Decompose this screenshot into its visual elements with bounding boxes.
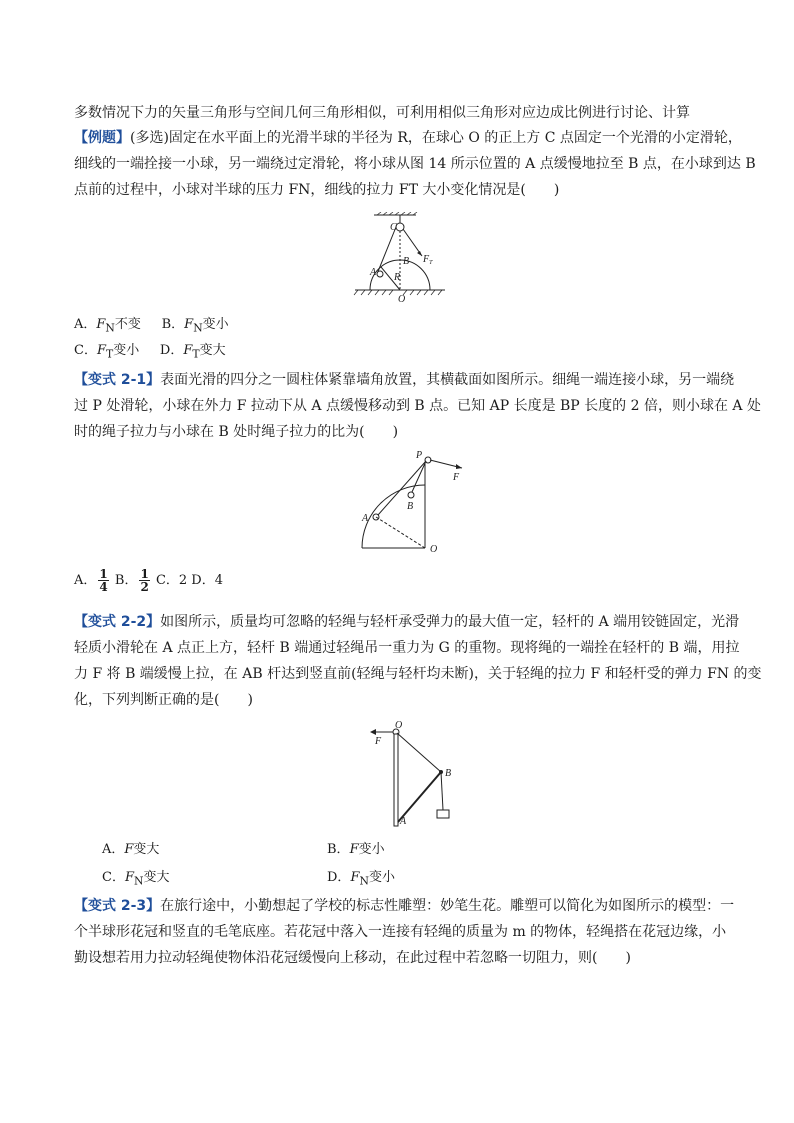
- example-tag: 【例题】: [74, 130, 130, 146]
- option-force: F: [184, 317, 194, 332]
- option-force: F: [124, 870, 134, 885]
- fraction-denominator: 2: [140, 580, 149, 594]
- variant1-option-a[interactable]: [74, 567, 111, 594]
- example-figure: [350, 212, 450, 304]
- option-letter: B．: [114, 573, 138, 588]
- option-sub: N: [193, 321, 203, 335]
- fig2-label-p: P: [416, 450, 423, 461]
- example-options-row-1: [74, 317, 229, 337]
- variant1-tag: 【变式 2-1】: [74, 372, 161, 388]
- example-options-row-2: [74, 343, 226, 363]
- variant1-options: [74, 568, 223, 593]
- variant2-option-d[interactable]: [327, 870, 395, 890]
- variant1-option-b[interactable]: [114, 567, 152, 594]
- example-option-a[interactable]: [74, 317, 141, 335]
- fig1-label-ft-main: F: [423, 254, 430, 265]
- option-force: F: [183, 343, 193, 358]
- variant3-text-1: 在旅行途中，小勤想起了学校的标志性雕塑：妙笔生花。雕塑可以简化为如图所示的模型：一: [160, 898, 735, 914]
- example-option-b[interactable]: [161, 317, 229, 335]
- option-force: F: [350, 870, 360, 885]
- option-sub: N: [105, 321, 115, 335]
- fig1-label-r: R: [394, 272, 401, 283]
- fig3-label-b: B: [445, 768, 452, 779]
- option-force: F: [349, 842, 359, 857]
- option-letter: D．: [327, 870, 351, 885]
- example-line-3: 点前的过程中，小球对半球的压力 FN，细线的拉力 FT 大小变化情况是( ): [74, 182, 560, 198]
- fig3-label-a: A: [400, 816, 407, 827]
- option-sub: N: [359, 874, 369, 888]
- option-force: F: [96, 317, 106, 332]
- option-letter: A．: [74, 317, 97, 332]
- variant1-line-3: 时的绳子拉力与小球在 B 处时绳子拉力的比为( ): [74, 424, 399, 440]
- fig2-label-f: F: [453, 472, 460, 483]
- variant3-line-3: 勤设想若用力拉动轻绳使物体沿花冠缓慢向上移动，在此过程中若忽略一切阻力，则( ): [74, 950, 631, 966]
- option-letter: A．: [74, 573, 97, 588]
- example-line-1: [74, 130, 742, 146]
- option-text: 变小: [202, 317, 229, 332]
- fig1-label-a: A: [370, 267, 377, 278]
- example-text-1: (多选)固定在水平面上的光滑半球的半径为 R，在球心 O 的正上方 C 点固定一个光滑的小定滑轮，: [130, 130, 742, 146]
- variant2-option-a[interactable]: [102, 842, 159, 858]
- example-option-d[interactable]: [159, 343, 226, 361]
- variant2-option-b[interactable]: [327, 842, 385, 858]
- variant2-figure: [365, 720, 465, 830]
- option-text: 变小: [368, 870, 395, 885]
- fig1-label-c: C: [390, 222, 397, 233]
- option-letter: A．: [102, 842, 125, 857]
- variant1-option-cd[interactable]: C．2 D．4: [155, 573, 223, 588]
- fig1-label-ft: [422, 254, 433, 266]
- variant2-line-4: 化，下列判断正确的是( ): [74, 692, 253, 708]
- option-sub: N: [133, 874, 144, 888]
- option-text: 变大: [133, 842, 160, 857]
- fraction-numerator: 1: [140, 567, 149, 581]
- variant2-line-1: [74, 614, 739, 630]
- fig3-label-f: F: [375, 736, 382, 747]
- option-text: 变小: [113, 343, 140, 358]
- example-line-2: 细线的一端拴接一小球，另一端绕过定滑轮，将小球从图 14 所示位置的 A 点缓慢地拉至 B 点，在小球到达 B: [74, 156, 756, 172]
- variant3-tag: 【变式 2-3】: [74, 898, 161, 914]
- option-sub: T: [105, 347, 114, 361]
- variant1-text-1: 表面光滑的四分之一圆柱体紧靠墙角放置，其横截面如图所示。细绳一端连接小球，另一端绕: [160, 372, 735, 388]
- example-option-c[interactable]: [74, 343, 140, 361]
- option-letter: B．: [161, 317, 185, 332]
- option-letter: C．: [102, 870, 125, 885]
- variant2-line-3: 力 F 将 B 端缓慢上拉，在 AB 杆达到竖直前(轻绳与轻杆均未断)，关于轻绳的拉力 F 和轻杆受的弹力 FN 的变: [74, 666, 762, 682]
- option-letter: B．: [327, 842, 350, 857]
- intro-text: 多数情况下力的矢量三角形与空间几何三角形相似，可利用相似三角形对应边成比例进行讨论、计算: [74, 105, 690, 121]
- option-letter: D．: [159, 343, 184, 358]
- fraction-one-half: [139, 568, 149, 593]
- variant2-text-1: 如图所示，质量均可忽略的轻绳与轻杆承受弹力的最大值一定，轻杆的 A 端用铰链固定，光滑: [160, 614, 740, 630]
- fraction-denominator: 4: [99, 580, 108, 594]
- option-force: F: [124, 842, 134, 857]
- fraction-numerator: 1: [99, 567, 108, 581]
- variant1-line-1: [74, 372, 734, 388]
- variant1-line-2: 过 P 处滑轮，小球在外力 F 拉动下从 A 点缓慢移动到 B 点。已知 AP 长度是 BP 长度的 2 倍，则小球在 A 处: [74, 398, 761, 414]
- fig3-label-o: O: [395, 720, 403, 731]
- option-force: F: [96, 343, 106, 358]
- fig2-label-o: O: [430, 544, 438, 555]
- variant2-tag: 【变式 2-2】: [74, 614, 161, 630]
- variant3-line-2: 个半球形花冠和竖直的毛笔底座。若花冠中落入一连接有轻绳的质量为 m 的物体，轻绳搭在花冠边缘，小: [74, 924, 727, 940]
- variant1-figure: [350, 448, 470, 558]
- variant2-line-2: 轻质小滑轮在 A 点正上方，轻杆 B 端通过轻绳吊一重力为 G 的重物。现将绳的一端拴在轻杆的 B 端，用拉: [74, 640, 740, 656]
- fig1-label-b: B: [403, 256, 410, 267]
- variant3-line-1: [74, 898, 734, 914]
- option-text: 变大: [199, 343, 226, 358]
- fraction-one-quarter: [98, 568, 108, 593]
- fig1-label-o: O: [398, 294, 406, 304]
- option-sub: T: [192, 347, 200, 361]
- option-text: 变大: [143, 870, 170, 885]
- fig2-label-a: A: [362, 513, 369, 524]
- variant2-option-c[interactable]: [102, 870, 169, 890]
- fig1-label-ft-sub: T: [429, 260, 433, 266]
- option-letter: C．: [74, 343, 97, 358]
- option-text: 不变: [114, 317, 141, 332]
- fig2-label-b: B: [407, 501, 414, 512]
- option-text: 变小: [358, 842, 385, 857]
